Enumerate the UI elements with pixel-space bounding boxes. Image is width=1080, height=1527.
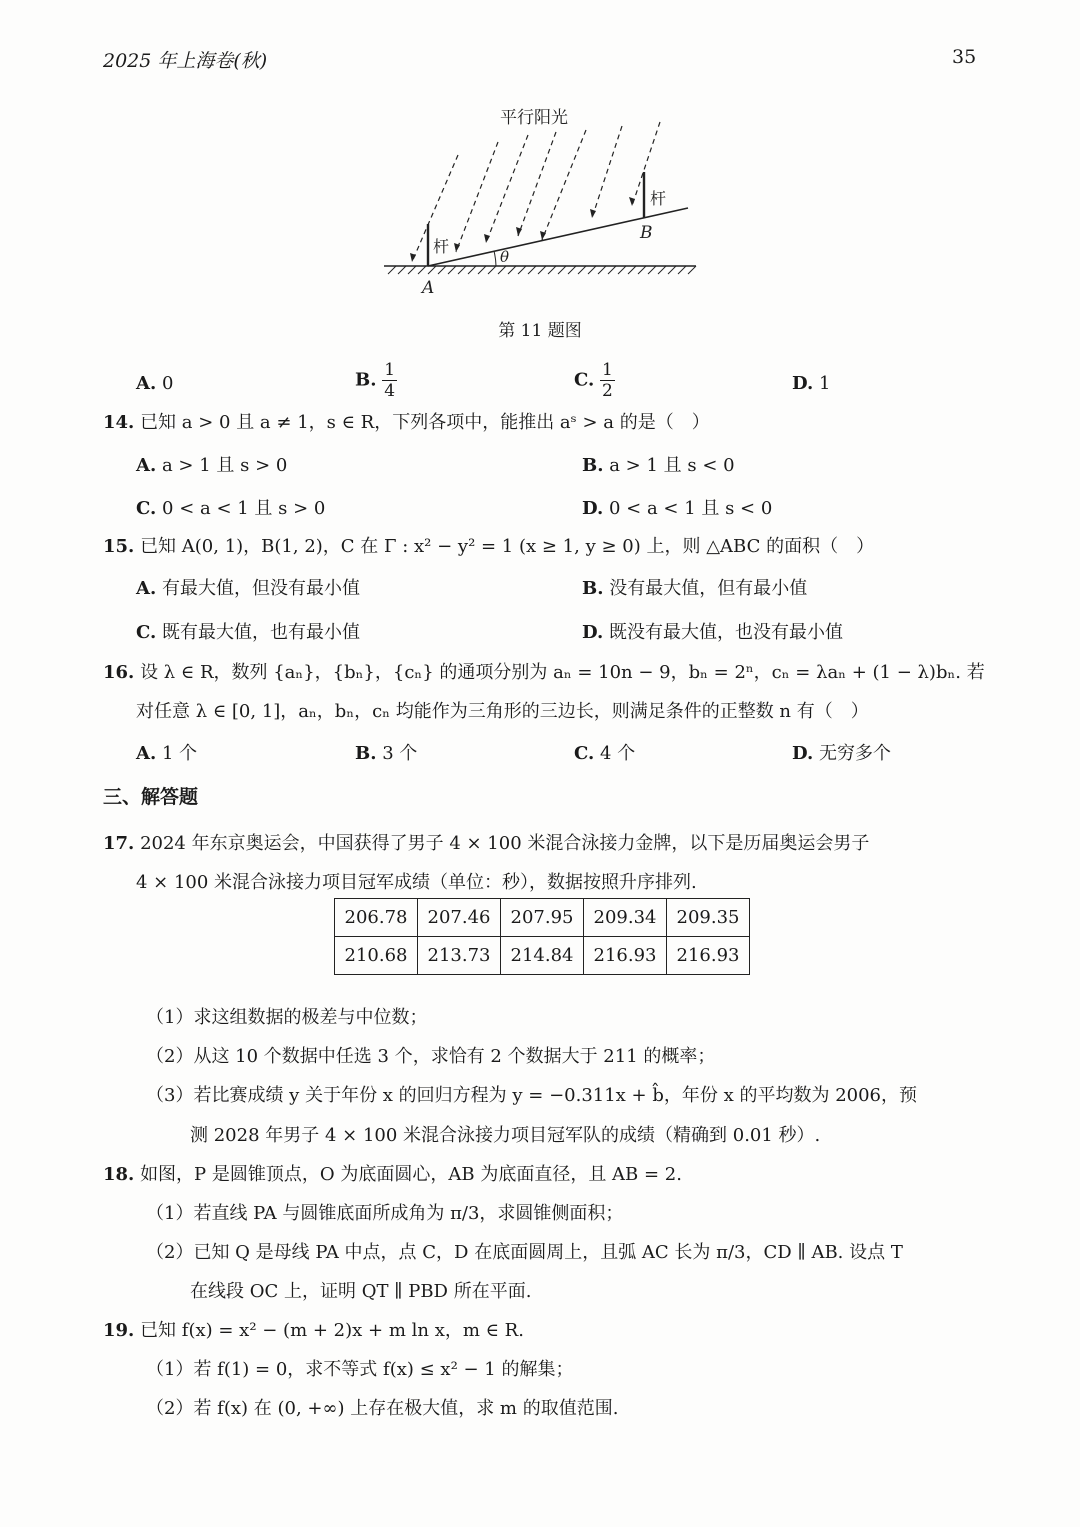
q17-stem-line1: 17. 2024 年东京奥运会，中国获得了男子 4 × 100 米混合泳接力金牌，以下是历届奥运会男子 xyxy=(103,833,870,854)
q16-option-a: A. 1 个 xyxy=(136,743,198,764)
q15-option-b: B. 没有最大值，但有最小值 xyxy=(582,578,808,599)
pole-b-label: 杆 xyxy=(650,189,667,208)
point-a-label: A xyxy=(422,278,435,298)
q14-option-c: C. 0 < a < 1 且 s > 0 xyxy=(136,498,326,519)
sunlight-rays xyxy=(412,122,660,262)
q16-stem-line1: 16. 设 λ ∈ R，数列 {aₙ}，{bₙ}，{cₙ} 的通项分别为 aₙ = 10n − 9，bₙ = 2ⁿ，cₙ = λaₙ + (1 − λ)bₙ. 若 xyxy=(103,662,985,683)
q19-stem: 19. 已知 f(x) = x² − (m + 2)x + m ln x，m ∈ R. xyxy=(103,1320,524,1341)
table-cell: 207.95 xyxy=(501,899,584,937)
q19-part1: （1）若 f(1) = 0，求不等式 f(x) ≤ x² − 1 的解集； xyxy=(146,1359,574,1380)
table-cell: 213.73 xyxy=(418,937,501,975)
figure-caption: 第 11 题图 xyxy=(498,321,582,341)
table-cell: 209.34 xyxy=(584,899,667,937)
q17-part3-line1: （3）若比赛成绩 y 关于年份 x 的回归方程为 y = −0.311x + b̂，年份 x 的平均数为 2006，预 xyxy=(146,1085,918,1106)
q13-option-c: C. $\frac{1}{2}$ xyxy=(574,360,613,401)
page-header-title: 2025 年上海卷(秋) xyxy=(103,50,268,72)
q16-option-b: B. 3 个 xyxy=(355,743,418,764)
q13-option-a: A. 0 xyxy=(136,373,174,394)
q18-part2-line1: （2）已知 Q 是母线 PA 中点，点 C，D 在底面圆周上，且弧 AC 长为 π/3，CD ∥ AB. 设点 T xyxy=(146,1242,903,1263)
q17-part3-line2: 测 2028 年男子 4 × 100 米混合泳接力项目冠军队的成绩（精确到 0.01 秒）. xyxy=(190,1125,821,1146)
section-heading: 三、解答题 xyxy=(103,786,199,808)
q15-option-a: A. 有最大值，但没有最小值 xyxy=(136,578,360,599)
q14-option-d: D. 0 < a < 1 且 s < 0 xyxy=(582,498,773,519)
q16-option-d: D. 无穷多个 xyxy=(792,743,891,764)
table-cell: 207.46 xyxy=(418,899,501,937)
q14-option-b: B. a > 1 且 s < 0 xyxy=(582,455,735,476)
table-cell: 216.93 xyxy=(584,937,667,975)
table-cell: 210.68 xyxy=(335,937,418,975)
angle-arc xyxy=(494,251,496,266)
point-b-label: B xyxy=(640,223,653,243)
q15-option-c: C. 既有最大值，也有最小值 xyxy=(136,622,361,643)
q14-stem: 14. 已知 a > 0 且 a ≠ 1，s ∈ R，下列各项中，能推出 aˢ > a 的是（ ） xyxy=(103,412,710,433)
q16-option-c: C. 4 个 xyxy=(574,743,636,764)
table-cell: 216.93 xyxy=(667,937,750,975)
light-label: 平行阳光 xyxy=(500,108,568,128)
q18-part2-line2: 在线段 OC 上，证明 QT ∥ PBD 所在平面. xyxy=(190,1281,532,1302)
swim-results-table xyxy=(334,898,750,975)
q14-option-a: A. a > 1 且 s > 0 xyxy=(136,455,288,476)
q17-part2: （2）从这 10 个数据中任选 3 个，求恰有 2 个数据大于 211 的概率； xyxy=(146,1046,716,1067)
fraction-one-half: $\frac{1}{2}$ xyxy=(602,360,613,401)
q19-part2: （2）若 f(x) 在 (0, +∞) 上存在极大值，求 m 的取值范围. xyxy=(146,1398,619,1419)
table-cell: 214.84 xyxy=(501,937,584,975)
q13-option-b: B. $\frac{1}{4}$ xyxy=(355,360,396,401)
q17-stem-line2: 4 × 100 米混合泳接力项目冠军成绩（单位：秒），数据按照升序排列. xyxy=(136,872,697,893)
table-row xyxy=(335,937,750,975)
fraction-one-quarter: $\frac{1}{4}$ xyxy=(384,360,396,401)
q17-part1: （1）求这组数据的极差与中位数； xyxy=(146,1007,428,1028)
q15-stem: 15. 已知 A(0, 1)，B(1, 2)，C 在 Γ : x² − y² = 1 (x ≥ 1, y ≥ 0) 上，则 △ABC 的面积（ ） xyxy=(103,536,875,557)
q18-stem: 18. 如图，P 是圆锥顶点，O 为底面圆心，AB 为底面直径，且 AB = 2. xyxy=(103,1164,682,1185)
sunlight-poles-figure xyxy=(370,100,710,300)
q13-option-d: D. 1 xyxy=(792,373,831,394)
q16-stem-line2: 对任意 λ ∈ [0, 1]，aₙ，bₙ，cₙ 均能作为三角形的三边长，则满足条件的正整数 n 有（ ） xyxy=(136,701,869,722)
ground-hatching xyxy=(388,266,696,274)
table-row xyxy=(335,899,750,937)
q18-part1: （1）若直线 PA 与圆锥底面所成角为 π/3，求圆锥侧面积； xyxy=(146,1203,624,1224)
pole-a-label: 杆 xyxy=(433,237,450,256)
page-number: 35 xyxy=(952,46,977,68)
table-cell: 206.78 xyxy=(335,899,418,937)
q15-option-d: D. 既没有最大值，也没有最小值 xyxy=(582,622,843,643)
table-cell: 209.35 xyxy=(667,899,750,937)
angle-label: θ xyxy=(500,248,510,266)
